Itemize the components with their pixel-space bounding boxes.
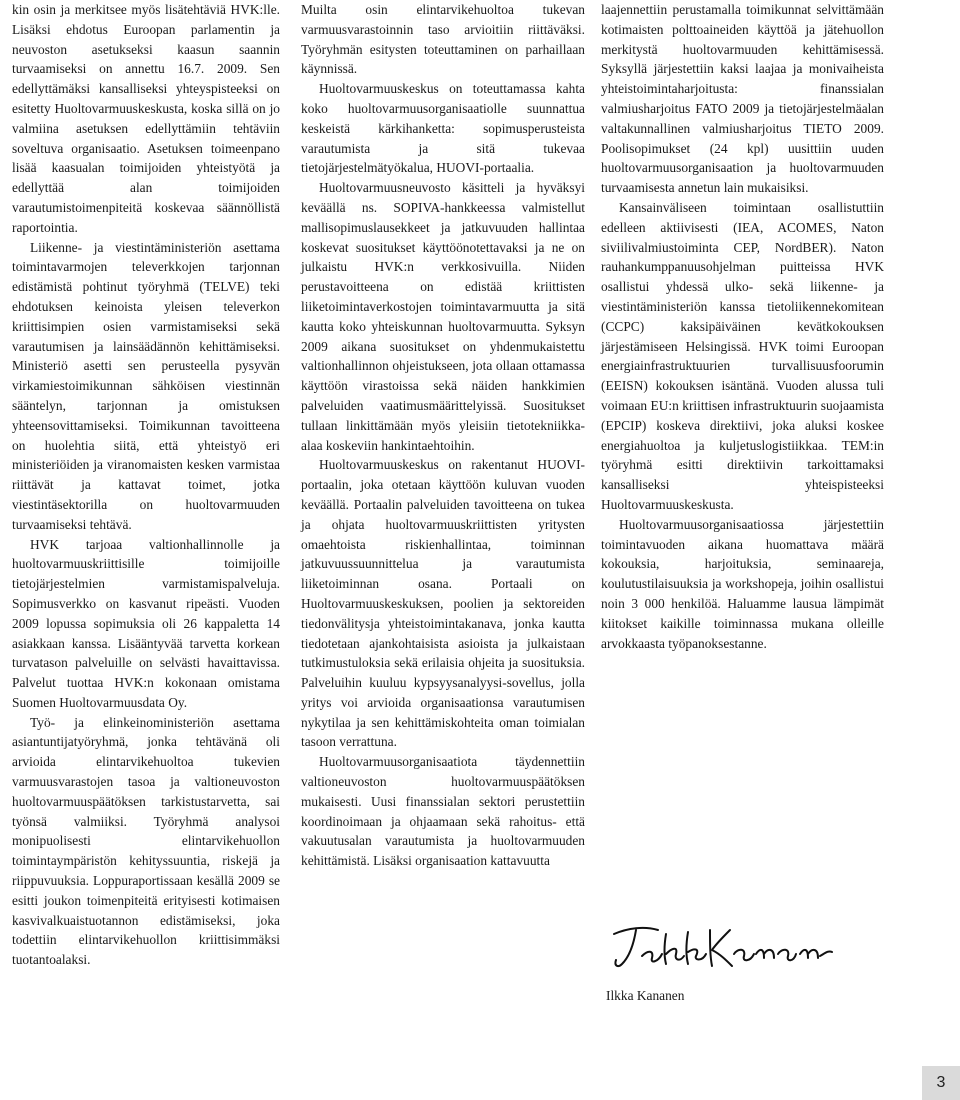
text-column-3: [601, 0, 884, 653]
text-column-2: [301, 0, 585, 871]
paragraph: Muilta osin elintarvikehuoltoa tukevan varmuusvarastoinnin taso arvioitiin riittäväksi. Työryhmän esitysten toteuttaminen on parhaillaan käynnissä.: [301, 2, 585, 77]
page-number: 3: [922, 1066, 960, 1100]
handwritten-signature: [606, 920, 836, 985]
paragraph: Huoltovarmuusorganisaatiota täydennettiin valtioneuvoston huoltovarmuuspäätöksen mukaisesti. Uusi finanssialan sektori perustettiin koordinoimaan ja ohjaamaan sekä rahoitus- että vakuutusalan varautumista ja huoltovarmuuden kehittämistä. Lisäksi organisaation kattavuutta: [301, 754, 585, 869]
paragraph: Kansainväliseen toimintaan osallistuttiin edelleen aktiivisesti (IEA, ACOMES, Naton siviilivalmiustoiminta CEP, NordBER). Naton rauhankumppanuusohjelman puitteissa HVK osallistui yhdessä ulko- sekä liikenne- ja viestintäministeriön kanssa tietoliikennekomitean (CCPC) kaksipäiväinen kevätkokouksen järjestämiseen Helsingissä. HVK toimi Euroopan energiainfrastruktuurien turvallisuusfoorumin (EEISN) kokouksen isäntänä. Vuoden alussa tuli voimaan EU:n kriittisen infrastruktuurin suojaamista (EPCIP) koskeva direktiivi, joka aluksi koskee energiahuoltoa ja kuljetuslogistiikkaa. TEM:in työryhmä esitti direktiivin tarkoittamaksi kansalliseksi yhteispisteeksi Huoltovarmuuskeskusta.: [601, 199, 884, 512]
paragraph: Huoltovarmuusorganisaatiossa järjestettiin toimintavuoden aikana huomattava määrä kokouksia, harjoituksia, seminaareja, koulutustilaisuuksia ja workshopeja, joihin osallistui noin 3 000 henkilöä. Haluamme lausua lämpimät kiitokset kaikille toiminnassa mukana olleille arvokkaasta työpanoksestanne.: [601, 516, 884, 651]
paragraph: Huoltovarmuuskeskus on toteuttamassa kahta koko huoltovarmuusorganisaatiolle suunnattua keskeistä kärkihanketta: sopimusperusteista varautumista ja sitä tukevaa tietojärjestelmätyökalua, HUOVI-portaalia.: [301, 81, 585, 176]
paragraph: kin osin ja merkitsee myös lisätehtäviä HVK:lle. Lisäksi ehdotus Euroopan parlamentin ja neuvoston asetukseksi kaasun saannin turvaamiseksi on annettu 16.7. 2009. Sen edellyttämäksi kansalliseksi yhteyspisteeksi on esitetty Huoltovarmuuskeskusta, koska sillä on jo valmiina asetuksen edellyttämiin tehtäviin soveltuva organisaatio. Asetuksen toimeenpano lisää kaasualan toimijoiden yhteistyötä ja edellyttää alan toimijoiden varautumistoimenpiteitä koskevaa säännöllistä raportointia.: [12, 2, 280, 235]
paragraph: Työ- ja elinkeinoministeriön asettama asiantuntijatyöryhmä, jonka tehtävänä oli arvioida elintarvikehuoltoa tukevien varmuusvarastojen tasoa ja valtioneuvoston huoltovarmuuspäätöksen tarkistustarvetta, sai työnsä valmiiksi. Työryhmä analysoi monipuolisesti elintarvikehuollon toimintaympäristön kehityssuuntia, riskejä ja riippuvuuksia. Loppuraportissaan kesällä 2009 se esitti joukon toimenpiteitä erityisesti kotimaisen kasvivalkuaistuotannon edistämiseksi, joka todettiin elintarvikehuollon kriittisimmäksi tuotantoalaksi.: [12, 714, 280, 968]
paragraph: Liikenne- ja viestintäministeriön asettama toimintavarmojen televerkkojen tarjonnan edistämistä pohtinut työryhmä (TELVE) teki ehdotuksen keinoista yleisen televerkon kriittisimpien osien varmistamiseksi sekä varautumisen ja lainsäädännön kehittämiseksi. Ministeriö asetti sen perusteella pysyvän virkamiestoimikunnan sähköisen viestinnän sääntelyn, tarjonnan ja omistuksen yhteensovittamiseksi. Toimikunnan tavoitteena on huolehtia siitä, että yhteistyö eri ministeriöiden ja viranomaisten kesken varmistaa riittävät ja kattavat toimet, jotka viestintäsektorilla on huoltovarmuuden turvaamiseksi tehtävä.: [12, 239, 280, 532]
paragraph: Huoltovarmuuskeskus on rakentanut HUOVI-portaalin, joka otetaan käyttöön kuluvan vuoden keväällä. Portaalin palveluiden tavoitteena on tukea ja ohjata huoltovarmuuskriittisten yritysten omaehtoista riskienhallintaa, toiminnan jatkuvuussuunnittelua ja varautumista liiketoiminnan osana. Portaali on Huoltovarmuuskeskuksen, poolien ja sektoreiden tiedonvälitysja yhteistoimintakanava, jonka kautta tiedotetaan ajankohtaisista asioista ja julkaistaan tutkimustuloksia sekä erilaisia ohjeita ja suosituksia. Palveluihin kuuluu kypsyysanalyysi-sovellus, jolla yritys voi arvioida organisaationsa varautumisen nykytilaa ja sen kehittämiskohteita oman toimialan tasoon verrattuna.: [301, 457, 585, 750]
paragraph: Huoltovarmuusneuvosto käsitteli ja hyväksyi keväällä ns. SOPIVA-hankkeessa valmistellut mallisopimuslausekkeet ja jatkuvuuden hallintaa koskevat suositukset käyttöönotettavaksi ja ne on julkaistu HVK:n verkkosivuilla. Niiden perustavoitteena on edistää kriittisten liiketoimintaverkostojen toimintavarmuutta ja sitä kautta koko yhteiskunnan huoltovarmuutta. Syksyn 2009 aikana suositukset on yhdenmukaistettu valtionhallinnon ohjeistukseen, jota ollaan ottamassa käyttöön virastoissa sekä näiden hankkimien palveluiden vaatimusmäärittelyissä. Suositukset tullaan linkittämään myös yleisiin tietotekniikka-alaa koskeviin hankintaehtoihin.: [301, 180, 585, 453]
paragraph: laajennettiin perustamalla toimikunnat selvittämään kotimaisten polttoaineiden käyttöä ja jätehuollon merkitystä huoltovarmuuden kehittämisessä. Syksyllä järjestettiin kaksi laajaa ja monivaiheista yhteistoimintaharjoitusta: finanssialan valmiusharjoitus FATO 2009 ja tietojärjestelmäalan valtakunnallinen valmiusharjoitus TIETO 2009. Poolisopimukset (24 kpl) uusittiin uuden huoltovarmuusorganisaation ja huoltovarmuuden turvaamisesta annetun lain mukaisiksi.: [601, 2, 884, 196]
text-column-1: [12, 0, 280, 970]
paragraph: HVK tarjoaa valtionhallinnolle ja huoltovarmuuskriittisille toimijoille tietojärjestelmien varmistamispalveluja. Sopimusverkko on kasvanut ripeästi. Vuoden 2009 lopussa sopimuksia oli 26 kappaletta 14 asiakkaan kanssa. Lisääntyvää tarvetta korkean turvatason palveluille on selvästi havaittavissa. Palvelut tuottaa HVK:n kokonaan omistama Suomen Huoltovarmuusdata Oy.: [12, 536, 280, 710]
signer-name: Ilkka Kananen: [606, 988, 685, 1003]
